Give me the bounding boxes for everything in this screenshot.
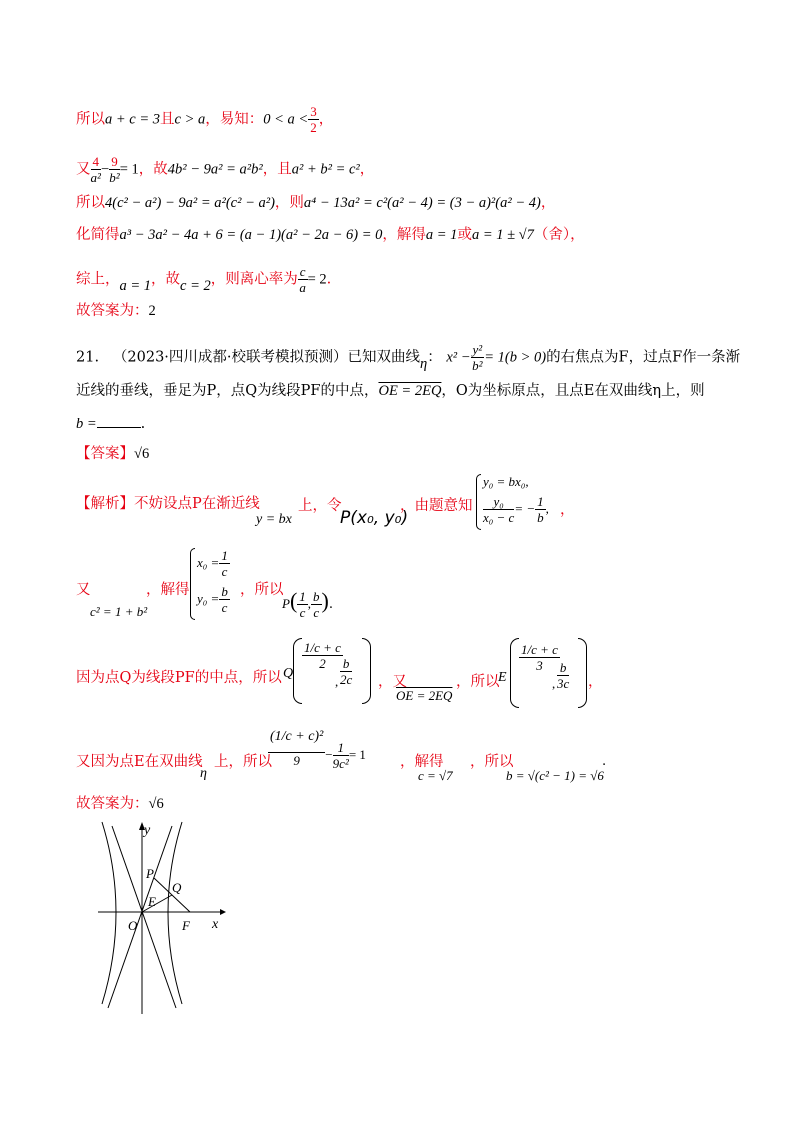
b-value: b = √(c² − 1) = √6 (506, 768, 604, 783)
solution-line-5: 综上，a = 1，故c = 2，则离心率为 $\frac{c}{a}$ = 2. (76, 264, 332, 295)
period: . (602, 754, 607, 769)
o-label: O (128, 918, 138, 933)
asymptote-eq: y = bx (256, 512, 292, 527)
analysis-line-1: 【解析】不妨设点P在渐近线 (76, 496, 260, 512)
f-label: F (182, 918, 190, 933)
analysis-you: 又 (76, 582, 91, 598)
comma-3: ， (588, 674, 603, 690)
comma-sep-2: , (552, 676, 556, 691)
eta-symbol: η (200, 766, 207, 781)
sys2-eq-b: y₀ = $\frac{b}{c}$ (197, 584, 228, 615)
solution-answer-line: 故答案为：2 (76, 303, 156, 319)
sys2-eq-a: x₀ = $\frac{1}{c}$ (197, 548, 228, 579)
hyperbola-right-branch (168, 822, 182, 1004)
analysis-midpoint: 因为点Q为线段PF的中点，所以 (76, 670, 282, 686)
y-label: y (144, 823, 151, 838)
comma: ， (560, 502, 575, 518)
analysis-solve-2: ，解得 (400, 754, 444, 770)
e-label-fig: E (148, 894, 156, 909)
paren-right (362, 638, 371, 704)
analysis-so-2: ，所以 (456, 674, 500, 690)
answer-line: 【答案】√6 (76, 446, 150, 462)
x-axis-arrow-icon (220, 909, 226, 915)
point-p-coords: P( $\frac{1}{c}$ , $\frac{b}{c}$ ). (282, 588, 333, 620)
solution-line-1: 所以a + c = 3且c > a，易知：0 < a < $\frac{3}{2}$ ， (76, 104, 334, 135)
solution-line-4: 化简得a³ − 3a² − 4a + 6 = (a − 1)(a² − 2a − 6) = 0，解得a = 1或a = 1 ± √7（舍）， (76, 227, 585, 243)
analysis-text-2: ，由题意知 (400, 498, 473, 514)
asymptote-1 (108, 826, 172, 1008)
c-value: c = √7 (418, 768, 453, 783)
q-coord-x: $\frac{1/c + c}{2}$ (304, 640, 341, 671)
analysis-also: ，又 (378, 674, 407, 690)
system-brace-2 (190, 548, 195, 620)
vector-eq: OE = 2EQ (396, 688, 453, 703)
q-coord-y: $\frac{b}{2c}$ (340, 656, 353, 687)
comma-sep: , (335, 674, 339, 689)
paren-left-2 (510, 638, 519, 708)
sys1-eq-a: y₀ = bx₀, (483, 474, 529, 489)
problem-21-line-1: 21. （2023·四川成都·校联考模拟预测）已知双曲线η： x² − $\frac{\text{y²}}{\text{b²}}$ = 1(b > 0)的右焦点为F，过点F作一条渐 (76, 342, 741, 373)
system-brace-1 (476, 474, 481, 530)
problem-21-line-3: b = . (76, 413, 145, 434)
e-coord-x: $\frac{1/c + c}{3}$ (521, 642, 558, 673)
hyperbola-substitution: $\frac{\text{(1/c + c)²}}{9}$ − $\frac{1}{\text{9c²}}$ = 1 (268, 722, 366, 768)
hyperbola-left-branch (102, 822, 116, 1004)
e-coord-y: $\frac{b}{3c}$ (557, 660, 570, 691)
paren-left (293, 638, 302, 704)
analysis-so-3: ，所以 (470, 754, 514, 770)
c-squared-eq: c² = 1 + b² (90, 604, 148, 619)
final-answer-line: 故答案为：√6 (76, 796, 164, 812)
paren-right-2 (578, 638, 587, 708)
solution-line-2: 又 $\frac{4}{\text{a²}}$ − $\frac{9}{\text{b²}}$ = 1，故4b² − 9a² = a²b²，且a² + b² = c²， (76, 154, 375, 185)
solution-line-3: 所以4(c² − a²) − 9a² = a²(c² − a²)，则a⁴ − 13a² = c²(a² − 4) = (3 − a)²(a² − 4)， (76, 195, 556, 211)
analysis-e-on-hyperbola: 又因为点E在双曲线 (76, 754, 203, 770)
asymptote-2 (112, 826, 176, 1008)
analysis-solve: ，解得 (146, 582, 190, 598)
point-p: P(x₀, y₀) (340, 508, 409, 528)
q-label: Q (283, 666, 294, 681)
sys1-eq-b: $\frac{\text{y₀}}{\text{x₀ − c}}$ = − $\frac{1}{b}$ , (483, 494, 549, 525)
analysis-text: 上，令 (298, 498, 342, 514)
problem-21-line-2: 近线的垂线，垂足为P，点Q为线段PF的中点，OE = 2EQ，O为坐标原点，且点E在双曲线η上，则 (76, 383, 705, 399)
q-label-fig: Q (172, 880, 182, 895)
analysis-so: ，所以 (240, 582, 284, 598)
analysis-on-so: 上，所以 (214, 754, 272, 770)
e-label: E (498, 670, 507, 685)
hyperbola-figure (92, 818, 228, 1014)
x-label: x (212, 917, 219, 932)
answer-blank (97, 413, 141, 428)
p-label: P (146, 866, 154, 881)
